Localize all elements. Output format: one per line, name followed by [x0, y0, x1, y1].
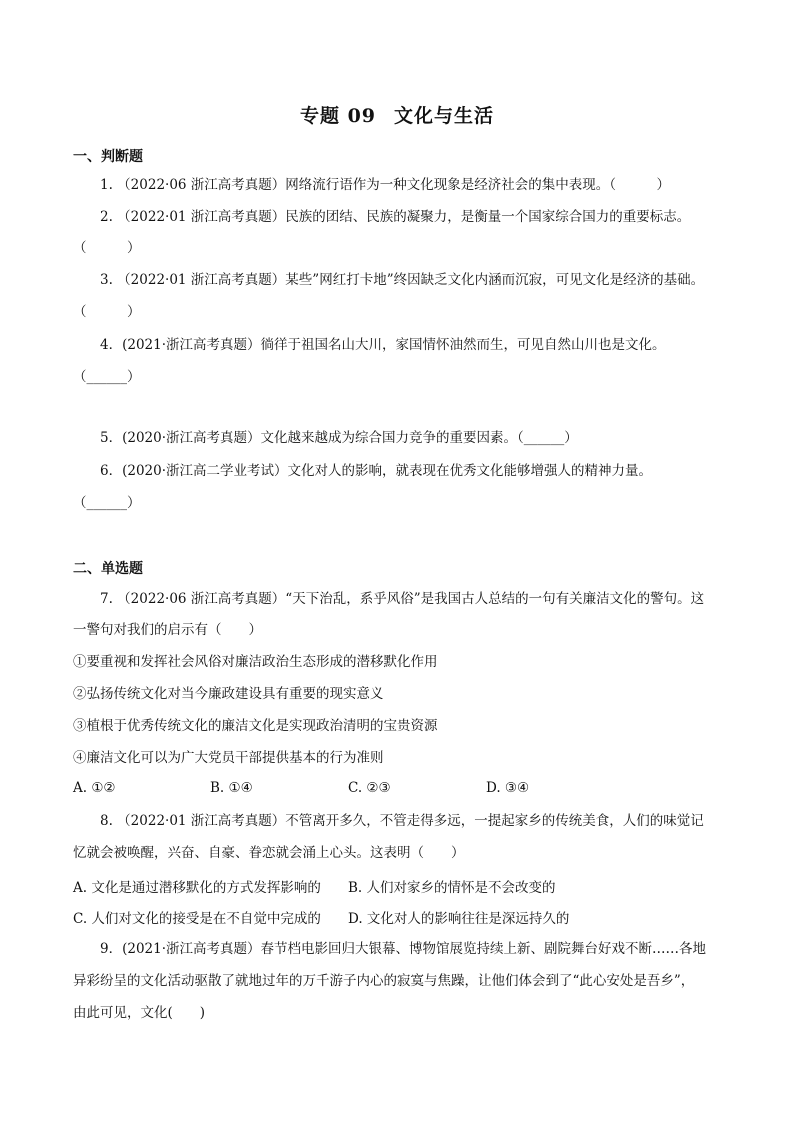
question-3-answer-blank: （ ） — [73, 304, 141, 320]
question-4: 4．(2021·浙江高考真题）徜徉于祖国名山大川，家国情怀油然而生，可见自然山川也是文化。 — [100, 337, 666, 353]
question-6-answer-blank: （______） — [73, 495, 141, 511]
question-1: 1. （2022·06 浙江高考真题）网络流行语作为一种文化现象是经济社会的集中表现。（ ） — [100, 177, 671, 193]
question-7-statement-4: ④廉洁文化可以为广大党员干部提供基本的行为准则 — [73, 750, 384, 766]
question-8-option-b: B. 人们对家乡的情怀是不会改变的 — [348, 880, 556, 896]
question-8-stem: 8. （2022·01 浙江高考真题）不管离开多久，不管走得多远，一提起家乡的传统美食，人们的味觉记 — [100, 813, 704, 829]
question-7-option-d: D. ③④ — [486, 780, 530, 796]
question-7-option-b: B. ①④ — [210, 780, 253, 796]
question-8-stem-cont: 忆就会被唤醒，兴奋、自豪、眷恋就会涌上心头。这表明（ ） — [73, 845, 465, 861]
question-9-stem-cont: 异彩纷呈的文化活动驱散了就地过年的万千游子内心的寂寞与焦躁，让他们体会到了“此心安处是吾乡”， — [73, 973, 695, 989]
question-7-stem: 7. （2022·06 浙江高考真题）“天下治乱，系乎风俗”是我国古人总结的一句有关廉洁文化的警句。这 — [100, 591, 705, 607]
question-3: 3. （2022·01 浙江高考真题）某些”网红打卡地”终因缺乏文化内涵而沉寂，可见文化是经济的基础。 — [100, 272, 705, 288]
question-9-stem-end: 由此可见，文化( ) — [73, 1005, 206, 1021]
section-heading-single-choice: 二、单选题 — [73, 561, 143, 577]
question-7-option-c: C. ②③ — [348, 780, 391, 796]
question-8-option-d: D. 文化对人的影响往往是深远持久的 — [348, 911, 570, 927]
section-heading-judgement: 一、判断题 — [73, 149, 143, 165]
question-7-stem-cont: 一警句对我们的启示有（ ） — [73, 622, 262, 638]
question-2: 2. （2022·01 浙江高考真题）民族的团结、民族的凝聚力，是衡量一个国家综合国力的重要标志。 — [100, 209, 691, 225]
question-5: 5．(2020·浙江高考真题）文化越来越成为综合国力竞争的重要因素。（______） — [100, 430, 578, 446]
title-number: 专题 09 — [299, 105, 377, 127]
question-2-answer-blank: （ ） — [73, 240, 141, 256]
question-7-statement-3: ③植根于优秀传统文化的廉洁文化是实现政治清明的宝贵资源 — [73, 718, 438, 734]
question-7-statement-1: ①要重视和发挥社会风俗对廉洁政治生态形成的潜移默化作用 — [73, 654, 438, 670]
question-4-answer-blank: （______） — [73, 369, 141, 385]
page-title — [0, 101, 794, 128]
question-7-option-a: A. ①② — [73, 780, 116, 796]
question-9-stem: 9．(2021·浙江高考真题）春节档电影回归大银幕、博物馆展览持续上新、剧院舞台好戏不断……各地 — [100, 941, 707, 957]
question-7-statement-2: ②弘扬传统文化对当今廉政建设具有重要的现实意义 — [73, 686, 384, 702]
title-text: 文化与生活 — [394, 105, 495, 127]
question-6: 6．(2020·浙江高二学业考试）文化对人的影响，就表现在优秀文化能够增强人的精神力量。 — [100, 463, 653, 479]
question-8-option-c: C. 人们对文化的接受是在不自觉中完成的 — [73, 911, 321, 927]
question-8-option-a: A. 文化是通过潜移默化的方式发挥影响的 — [73, 880, 321, 896]
